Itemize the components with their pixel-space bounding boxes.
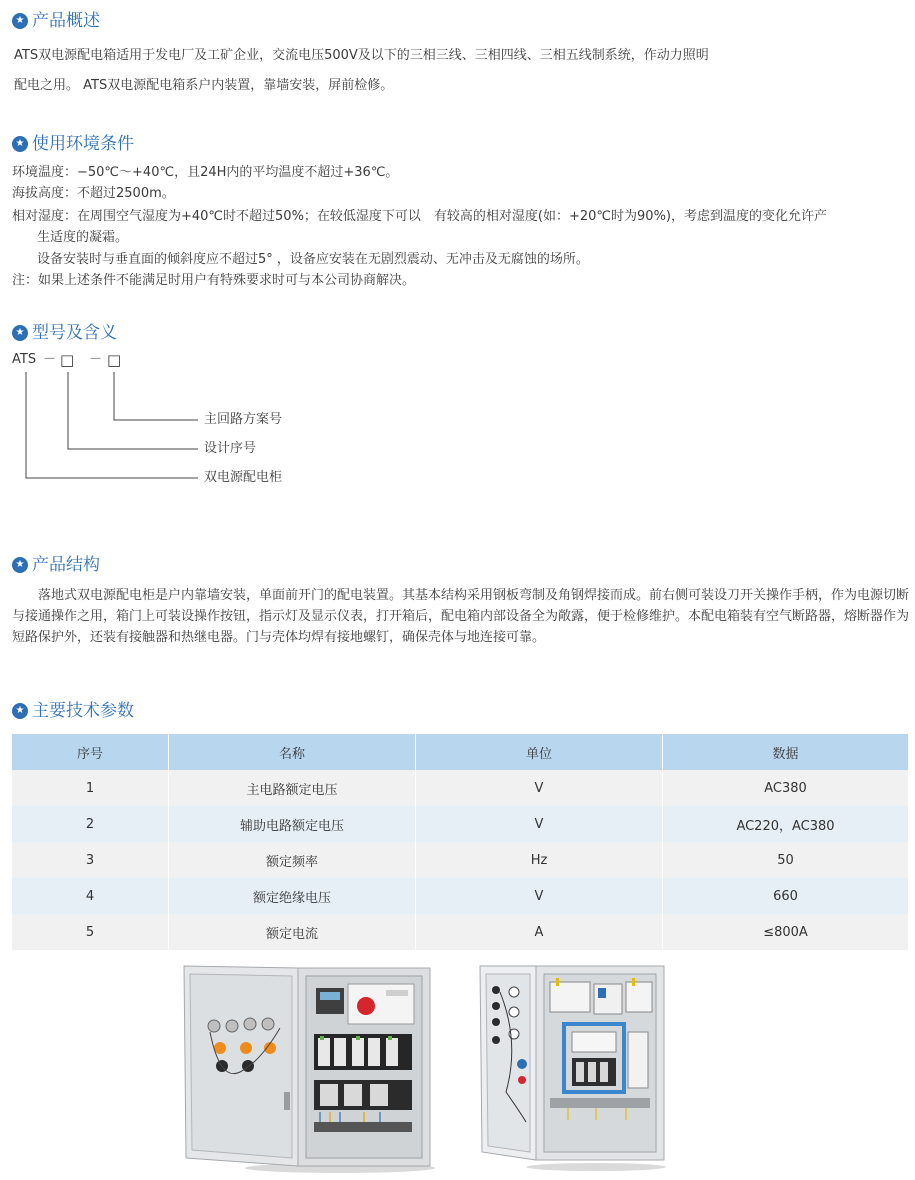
overview-line-2: 配电之用。 ATS双电源配电箱系户内装置，靠墙安装，屏前检修。	[14, 78, 394, 93]
label-product: 双电源配电柜	[204, 470, 283, 485]
model-prefix: ATS	[12, 352, 37, 367]
star-circle-icon: ★	[12, 703, 28, 719]
label-design-no: 设计序号	[204, 441, 257, 456]
model-leader-lines	[12, 350, 332, 490]
cell-value: 660	[663, 878, 908, 914]
section-title: 产品结构	[32, 555, 100, 575]
header-index: 序号	[12, 734, 169, 770]
table-header-row	[12, 734, 908, 770]
cell-value: AC380	[663, 770, 908, 806]
env-note: 注：如果上述条件不能满足时用户有特殊要求时可与本公司协商解决。	[12, 273, 416, 288]
label-main-circuit: 主回路方案号	[204, 412, 283, 427]
cell-value: 50	[663, 842, 908, 878]
params-table	[12, 734, 908, 950]
env-install: 设备安装时与垂直面的倾斜度应不超过5° ，设备应安装在无剧烈震动、无冲击及无腐蚀的场所。	[37, 252, 589, 267]
table-row	[12, 770, 908, 806]
section-title: 使用环境条件	[32, 134, 134, 154]
star-circle-icon: ★	[12, 325, 28, 341]
env-altitude: 海拔高度：不超过2500m。	[12, 186, 175, 201]
env-humidity-cont: 生适度的凝霜。	[37, 230, 129, 245]
cell-index: 1	[12, 770, 169, 806]
table-row	[12, 878, 908, 914]
cell-index: 3	[12, 842, 169, 878]
star-circle-icon: ★	[12, 136, 28, 152]
section-title: 产品概述	[32, 11, 100, 31]
structure-text: 落地式双电源配电柜是户内靠墙安装，单面前开门的配电装置。其基本结构采用钢板弯制及角钢焊接而成。前右侧可装设刀开关操作手柄，作为电源切断与接通操作之用，箱门上可装设操作按钮，指示灯及显示仪表，打开箱后，配电箱内部设备全为敞露，便于检修维护。本配电箱装有空气断路器，熔断器作为短路保护外，还装有接触器和热继电器。门与壳体均焊有接地螺钉，确保壳体与地连接可靠。	[12, 588, 910, 645]
cell-name: 额定频率	[169, 842, 416, 878]
table-row	[12, 914, 908, 950]
model-box-2: □	[107, 351, 122, 369]
leader-design-no	[68, 372, 198, 449]
section-heading-environment	[12, 133, 134, 155]
header-name: 名称	[169, 734, 416, 770]
cell-name: 额定电流	[169, 914, 416, 950]
env-temperature: 环境温度：−50℃～+40℃，且24H内的平均温度不超过+36℃。	[12, 165, 399, 180]
cell-unit: V	[416, 878, 663, 914]
cell-value: ≤800A	[663, 914, 908, 950]
cell-unit: Hz	[416, 842, 663, 878]
cell-name: 辅助电路额定电压	[169, 806, 416, 842]
table-row	[12, 806, 908, 842]
star-circle-icon: ★	[12, 557, 28, 573]
leader-product	[26, 372, 198, 478]
star-circle-icon: ★	[12, 13, 28, 29]
table-row	[12, 842, 908, 878]
cell-unit: V	[416, 770, 663, 806]
section-heading-params	[12, 700, 134, 722]
header-unit: 单位	[416, 734, 663, 770]
leader-main-circuit	[114, 372, 198, 420]
env-humidity: 相对湿度：在周围空气湿度为+40℃时不超过50%；在较低湿度下可以 有较高的相对湿度(如：+20℃时为90%)，考虑到温度的变化允许产	[12, 209, 828, 224]
cell-index: 5	[12, 914, 169, 950]
model-box-1: □	[60, 351, 75, 369]
section-title: 型号及含义	[32, 323, 117, 343]
cell-value: AC220，AC380	[663, 806, 908, 842]
section-heading-model	[12, 322, 117, 344]
overview-line-1: ATS双电源配电箱适用于发电厂及工矿企业，交流电压500V及以下的三相三线、三相四线、三相五线制系统，作动力照明	[14, 48, 709, 63]
header-value: 数据	[663, 734, 908, 770]
cell-name: 额定绝缘电压	[169, 878, 416, 914]
photo-distribution-box-right	[476, 962, 668, 1172]
section-heading-structure	[12, 554, 100, 576]
photo-distribution-box-left	[180, 962, 435, 1174]
model-dash-1: －	[43, 352, 57, 367]
cell-unit: A	[416, 914, 663, 950]
section-heading-overview	[12, 10, 100, 32]
section-title: 主要技术参数	[32, 701, 134, 721]
cell-index: 2	[12, 806, 169, 842]
cell-index: 4	[12, 878, 169, 914]
model-code-diagram	[12, 350, 332, 490]
model-dash-2: －	[89, 352, 103, 367]
cell-unit: V	[416, 806, 663, 842]
cell-name: 主电路额定电压	[169, 770, 416, 806]
